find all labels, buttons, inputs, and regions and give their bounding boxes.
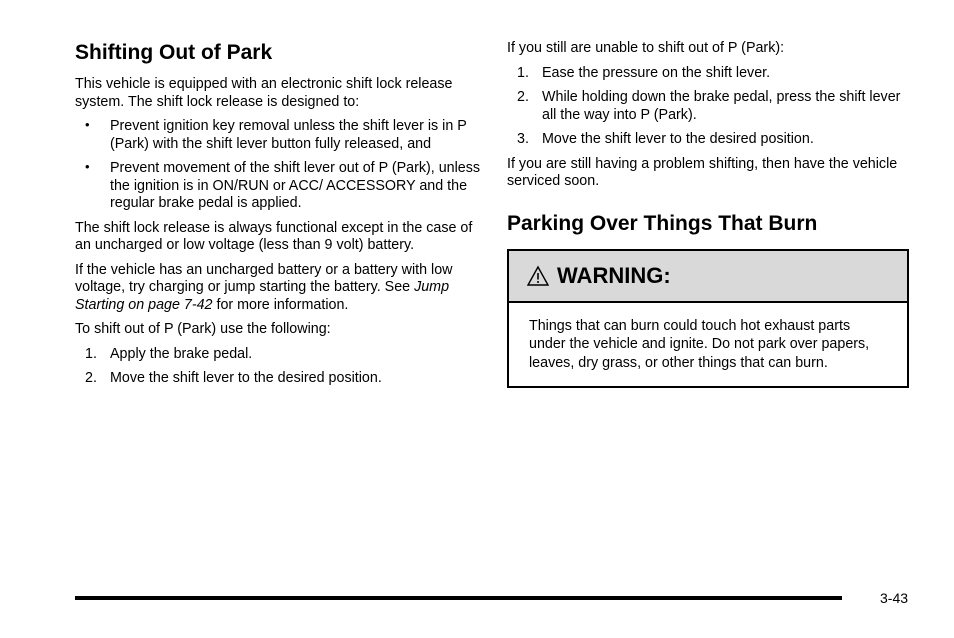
step-number: 2.: [517, 89, 529, 105]
unable-steps-list: [507, 65, 909, 149]
battery-text-end: for more information.: [212, 296, 349, 313]
intro-paragraph: This vehicle is equipped with an electronic shift lock release system. The shift lock release is designed to:: [75, 76, 453, 110]
list-item-text: Prevent ignition key removal unless the shift lever is in P (Park) with the shift lever button fully released, and: [110, 118, 467, 152]
step-text: Move the shift lever to the desired position.: [542, 131, 814, 147]
section-heading-shifting-out-of-park: Shifting Out of Park: [75, 41, 273, 64]
step-number: 2.: [85, 370, 97, 386]
still-unable-paragraph: If you still are unable to shift out of P (Park):: [507, 40, 785, 56]
still-problem-paragraph: If you are still having a problem shifting, then have the vehicle serviced soon.: [507, 155, 898, 189]
step-text: Move the shift lever to the desired position.: [110, 370, 382, 386]
step-number: 3.: [517, 131, 529, 147]
step-text: Apply the brake pedal.: [110, 345, 253, 362]
bullet-mark: •: [85, 159, 90, 174]
list-item: [507, 89, 909, 124]
step-number: 1.: [85, 345, 97, 362]
list-item-text: Prevent movement of the shift lever out of P (Park), unless the ignition is in ON/RUN or ACC/ ACCESSORY and the regular brake pedal is applied.: [110, 160, 481, 211]
right-column: [507, 40, 909, 388]
list-item: [75, 118, 485, 153]
list-item: [75, 346, 485, 364]
battery-text-start: If the vehicle has an uncharged battery or a battery with low voltage, try charging or jump starting the battery. See: [75, 261, 453, 295]
functional-paragraph: The shift lock release is always functional except in the case of an uncharged or low voltage (less than 9 volt) battery.: [75, 219, 473, 253]
warning-body: [509, 303, 907, 387]
warning-triangle-icon: [527, 265, 549, 287]
step-text: Ease the pressure on the shift lever.: [542, 64, 771, 81]
list-item: [75, 370, 485, 388]
warning-title: WARNING:: [557, 262, 671, 288]
procedure-intro: To shift out of P (Park) use the following:: [75, 321, 331, 337]
shift-lock-bullet-list: [75, 118, 485, 213]
step-number: 1.: [517, 64, 529, 81]
left-column: [75, 40, 485, 395]
list-item: [507, 65, 909, 83]
list-item: [75, 160, 485, 213]
warning-header: [509, 251, 907, 303]
step-text: While holding down the brake pedal, press the shift lever all the way into P (Park).: [542, 89, 901, 123]
footer-rule: [75, 596, 842, 600]
page-number: 3-43: [880, 590, 909, 606]
warning-box: [507, 249, 909, 389]
shift-out-steps-list: [75, 346, 485, 388]
battery-paragraph: [75, 262, 485, 315]
list-item: [507, 131, 909, 149]
bullet-mark: •: [85, 117, 90, 132]
section-heading-parking-over-things-that-burn: Parking Over Things That Burn: [507, 211, 818, 235]
warning-text: Things that can burn could touch hot exhaust parts under the vehicle and ignite. Do not park over papers, leaves, dry grass, or other things that can burn.: [529, 317, 870, 371]
jump-starting-reference-link[interactable]: Jump Starting on page 7-42: [75, 279, 450, 313]
